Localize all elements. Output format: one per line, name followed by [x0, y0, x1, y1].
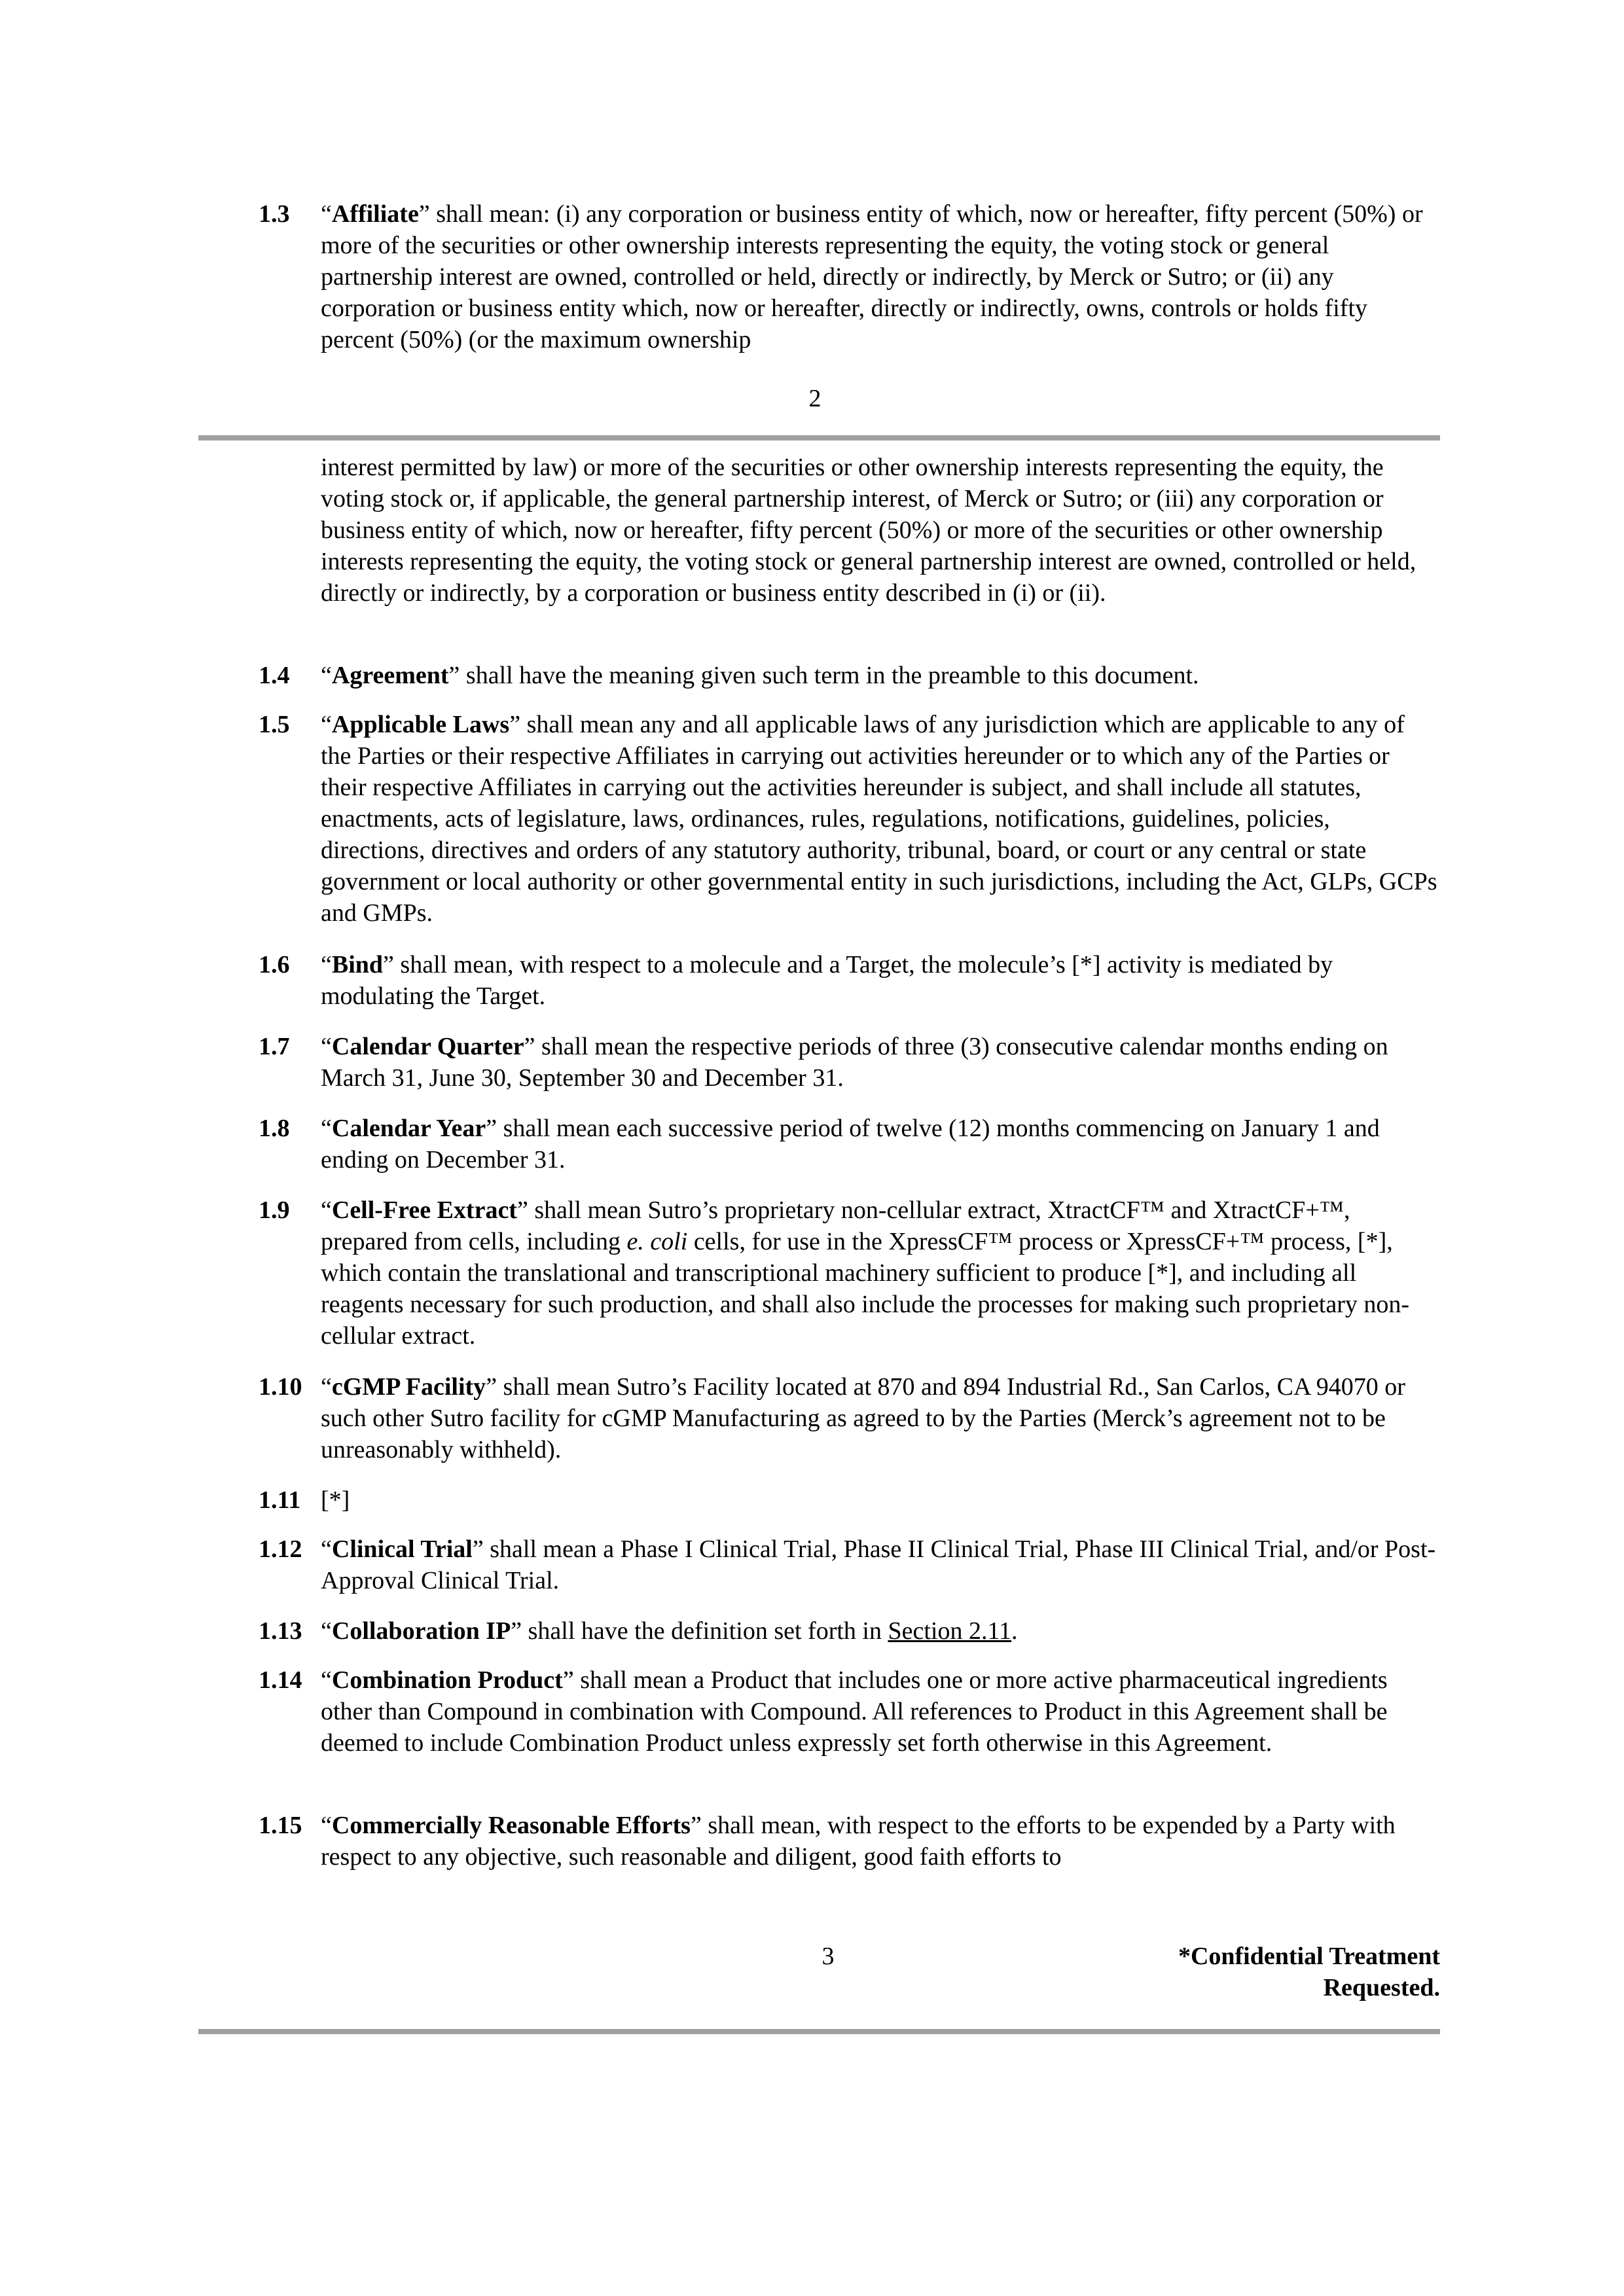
clause-number: 1.3	[259, 200, 290, 228]
definition-text: ” shall mean each successive period of twelve (12) months commencing on January 1 and ending on December 31.	[321, 1115, 1380, 1174]
defined-term: Calendar Quarter	[331, 1033, 524, 1060]
open-quote: “	[321, 1812, 332, 1839]
clause-body	[321, 709, 1440, 929]
clause-1-4	[259, 660, 1440, 691]
clause-1-7	[259, 1031, 1440, 1094]
clause-number: 1.8	[259, 1115, 290, 1142]
clause-1-12	[259, 1534, 1440, 1596]
clause-number: 1.14	[259, 1666, 302, 1694]
defined-term: Clinical Trial	[331, 1535, 473, 1563]
page-divider-bottom	[198, 2029, 1440, 2034]
clause-1-14	[259, 1664, 1440, 1759]
open-quote: “	[321, 1373, 332, 1401]
confidential-line-2: Requested.	[1323, 1974, 1440, 2001]
definition-text: ” shall mean Sutro’s proprietary non-cellular extract, XtractCF™ and XtractCF+™, prepared from cells, including	[321, 1196, 1350, 1255]
definition-text: ” shall mean the respective periods of three (3) consecutive calendar months ending on March 31, June 30, September 30 and December 31.	[321, 1033, 1388, 1092]
open-quote: “	[321, 1033, 332, 1060]
definition-text-end: .	[1011, 1617, 1018, 1645]
clause-body	[321, 1371, 1440, 1465]
italic-organism: e. coli	[626, 1228, 688, 1255]
section-reference-link[interactable]: Section 2.11	[888, 1617, 1012, 1645]
clause-body	[321, 1810, 1440, 1873]
redacted-text: [*]	[321, 1486, 350, 1514]
page-divider	[198, 435, 1440, 440]
clause-number: 1.7	[259, 1033, 290, 1060]
defined-term: Agreement	[331, 662, 449, 689]
clause-number: 1.15	[259, 1812, 302, 1839]
clause-number: 1.4	[259, 662, 290, 689]
clause-1-3-continuation: interest permitted by law) or more of the securities or other ownership interests representing the equity, the voting stock or, if applicable, the general partnership interest, of Merck or Sutro; or (iii) any corporation or business entity of which, now or hereafter, fifty percent (50%) or more of the securities or other ownership interests representing the equity, the voting stock or general partnership interest are owned, controlled or held, directly or indirectly, by a corporation or business entity described in (i) or (ii).	[321, 454, 1416, 607]
open-quote: “	[321, 662, 332, 689]
clause-body	[321, 198, 1440, 355]
clause-number: 1.6	[259, 951, 290, 978]
clause-body	[321, 660, 1440, 691]
definition-text: ” shall have the meaning given such term in the preamble to this document.	[448, 662, 1199, 689]
clause-body	[321, 1194, 1440, 1352]
open-quote: “	[321, 711, 332, 738]
definition-text: ” shall mean, with respect to a molecule and a Target, the molecule’s [*] activity is mediated by modulating the Target.	[321, 951, 1333, 1010]
defined-term: Commercially Reasonable Efforts	[331, 1812, 691, 1839]
defined-term: Collaboration IP	[331, 1617, 511, 1645]
clause-number: 1.13	[259, 1617, 302, 1645]
definition-text: ” shall mean: (i) any corporation or business entity of which, now or hereafter, fifty percent (50%) or more of the securities or other ownership interests representing the equity, the voting stock or general partnership interest are owned, controlled or held, directly or indirectly, by Merck or Sutro; or (ii) any corporation or business entity which, now or hereafter, directly or indirectly, owns, controls or holds fifty percent (50%) (or the maximum ownership	[321, 200, 1423, 353]
open-quote: “	[321, 1535, 332, 1563]
clause-1-11	[259, 1484, 1440, 1516]
clause-1-3	[259, 198, 1440, 355]
clause-body	[321, 1031, 1440, 1094]
clause-number: 1.9	[259, 1196, 290, 1224]
defined-term: Cell-Free Extract	[331, 1196, 517, 1224]
clause-body	[321, 949, 1440, 1012]
open-quote: “	[321, 1666, 332, 1694]
open-quote: “	[321, 1617, 332, 1645]
definition-text: ” shall mean, with respect to the efforts to be expended by a Party with respect to any objective, such reasonable and diligent, good faith efforts to	[321, 1812, 1396, 1871]
definition-text-cont: cells, for use in the XpressCF™ process or XpressCF+™ process, [*], which contain the translational and transcriptional machinery sufficient to produce [*], and including all reagents necessary for such production, and shall also include the processes for making such proprietary non-cellular extract.	[321, 1228, 1410, 1350]
clause-body	[321, 1664, 1440, 1759]
clause-1-9	[259, 1194, 1440, 1352]
clause-body	[321, 1484, 1440, 1516]
confidential-notice	[1047, 1941, 1440, 2003]
clause-1-5	[259, 709, 1440, 929]
definition-text: ” shall have the definition set forth in	[511, 1617, 888, 1645]
definition-text: ” shall mean a Phase I Clinical Trial, Phase II Clinical Trial, Phase III Clinical Trial, and/or Post-Approval Clinical Trial.	[321, 1535, 1436, 1594]
clause-1-8	[259, 1113, 1440, 1175]
definition-text: ” shall mean any and all applicable laws of any jurisdiction which are applicable to any of the Parties or their respective Affiliates in carrying out activities hereunder or to which any of the Parties or their respective Affiliates in carrying out the activities hereunder is subject, and shall include all statutes, enactments, acts of legislature, laws, ordinances, rules, regulations, notifications, guidelines, policies, directions, directives and orders of any statutory authority, tribunal, board, or court or any central or state government or local authority or other governmental entity in such jurisdictions, including the Act, GLPs, GCPs and GMPs.	[321, 711, 1437, 927]
defined-term: Calendar Year	[331, 1115, 486, 1142]
clause-body	[321, 1615, 1440, 1647]
defined-term: Affiliate	[331, 200, 419, 228]
clause-number: 1.5	[259, 711, 290, 738]
confidential-line-1: *Confidential Treatment	[1178, 1943, 1440, 1970]
open-quote: “	[321, 200, 332, 228]
definition-text: ” shall mean a Product that includes one or more active pharmaceutical ingredients other than Compound in combination with Compound. All references to Product in this Agreement shall be deemed to include Combination Product unless expressly set forth otherwise in this Agreement.	[321, 1666, 1388, 1757]
clause-number: 1.10	[259, 1373, 302, 1401]
open-quote: “	[321, 1115, 332, 1142]
clause-number: 1.11	[259, 1486, 301, 1514]
defined-term: Combination Product	[331, 1666, 563, 1694]
open-quote: “	[321, 1196, 332, 1224]
clause-1-13	[259, 1615, 1440, 1647]
definition-text: ” shall mean Sutro’s Facility located at 870 and 894 Industrial Rd., San Carlos, CA 94070 or such other Sutro facility for cGMP Manufacturing as agreed to by the Parties (Merck’s agreement not to be unreasonably withheld).	[321, 1373, 1405, 1463]
clause-number: 1.12	[259, 1535, 302, 1563]
page-number-2: 2	[808, 385, 821, 412]
clause-body	[321, 1534, 1440, 1596]
clause-1-10	[259, 1371, 1440, 1465]
defined-term: Applicable Laws	[331, 711, 510, 738]
clause-1-15	[259, 1810, 1440, 1873]
open-quote: “	[321, 951, 332, 978]
defined-term: Bind	[331, 951, 384, 978]
page-number-3: 3	[821, 1943, 835, 1970]
clause-1-6	[259, 949, 1440, 1012]
clause-body	[321, 1113, 1440, 1175]
defined-term: cGMP Facility	[331, 1373, 486, 1401]
